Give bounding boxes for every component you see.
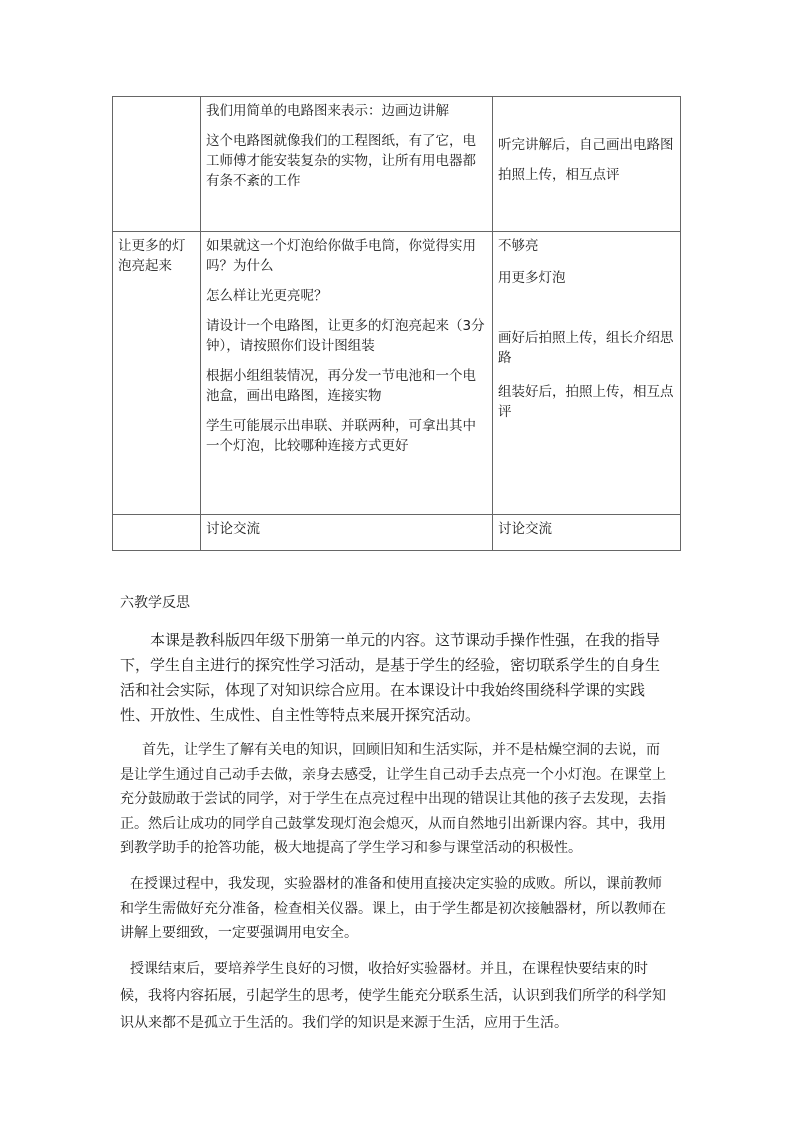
student-activity-cell: 讨论交流 bbox=[493, 515, 681, 551]
student-text: 听完讲解后，自己画出电路图 bbox=[498, 137, 674, 153]
paragraph: 本课是教科版四年级下册第一单元的内容。这节课动手操作性强，在我的指导下，学生自主进行的探究性学习活动，是基于学生的经验，密切联系学生的自身生活和社会实际，体现了对知识综合应用。在本课设计中我始终围绕科学课的实践性、开放性、生成性、自主性等特点来展开探究活动。 bbox=[120, 631, 661, 724]
lesson-plan-table bbox=[112, 96, 681, 551]
table-row bbox=[113, 232, 681, 515]
stage-cell bbox=[113, 97, 201, 232]
stage-cell: 让更多的灯泡亮起来 bbox=[113, 232, 201, 515]
teacher-text: 根据小组组装情况，再分发一节电池和一个电池盒，画出电路图，连接实物 bbox=[206, 368, 476, 404]
student-activity-cell bbox=[493, 97, 681, 232]
teacher-activity-cell bbox=[201, 97, 493, 232]
paragraph: 授课结束后，要培养学生良好的习惯，收拾好实验器材。并且，在课程快要结束的时候，我将内容拓展，引起学生的思考，使学生能充分联系生活，认识到我们所学的科学知识从来都不是孤立于生活的。我们学的知识是来源于生活，应用于生活。 bbox=[120, 961, 666, 1031]
paragraph: 在授课过程中，我发现，实验器材的准备和使用直接决定实验的成败。所以，课前教师和学生需做好充分准备，检查相关仪器。课上，由于学生都是初次接触器材，所以教师在讲解上要细致，一定要强调用电安全。 bbox=[120, 876, 666, 941]
table-row bbox=[113, 97, 681, 232]
teacher-activity-cell: 讨论交流 bbox=[201, 515, 493, 551]
teacher-text: 请设计一个电路图，让更多的灯泡亮起来（3分钟），请按照你们设计图组装 bbox=[206, 318, 485, 354]
section-title: 六教学反思 bbox=[120, 595, 190, 611]
student-text: 用更多灯泡 bbox=[498, 270, 566, 286]
student-activity-cell bbox=[493, 232, 681, 515]
student-text: 不够亮 bbox=[498, 238, 539, 254]
teacher-text: 如果就这一个灯泡给你做手电筒，你觉得实用吗？为什么 bbox=[206, 238, 476, 274]
student-text: 拍照上传，相互点评 bbox=[498, 167, 620, 183]
student-text: 画好后拍照上传，组长介绍思路 bbox=[498, 330, 674, 366]
stage-cell bbox=[113, 515, 201, 551]
teacher-text: 怎么样让光更亮呢？ bbox=[206, 288, 328, 304]
teacher-text: 这个电路图就像我们的工程图纸，有了它，电工师傅才能安装复杂的实物，让所有用电器都有条不紊的工作 bbox=[206, 133, 476, 189]
teacher-text: 我们用简单的电路图来表示：边画边讲解 bbox=[206, 103, 449, 119]
student-text: 组装好后，拍照上传，相互点评 bbox=[498, 384, 674, 420]
teacher-activity-cell bbox=[201, 232, 493, 515]
paragraph: 首先，让学生了解有关电的知识，回顾旧知和生活实际，并不是枯燥空洞的去说，而是让学生通过自己动手去做，亲身去感受，让学生自己动手去点亮一个小灯泡。在课堂上充分鼓励敢于尝试的同学，对于学生在点亮过程中出现的错误让其他的孩子去发现，去指正。然后让成功的同学自己鼓掌发现灯泡会熄灭，从而自然地引出新课内容。其中，我用到教学助手的抢答功能，极大地提高了学生学习和参与课堂活动的积极性。 bbox=[120, 742, 666, 856]
table-row bbox=[113, 515, 681, 551]
teacher-text: 学生可能展示出串联、并联两种，可拿出其中一个灯泡，比较哪种连接方式更好 bbox=[206, 418, 476, 454]
